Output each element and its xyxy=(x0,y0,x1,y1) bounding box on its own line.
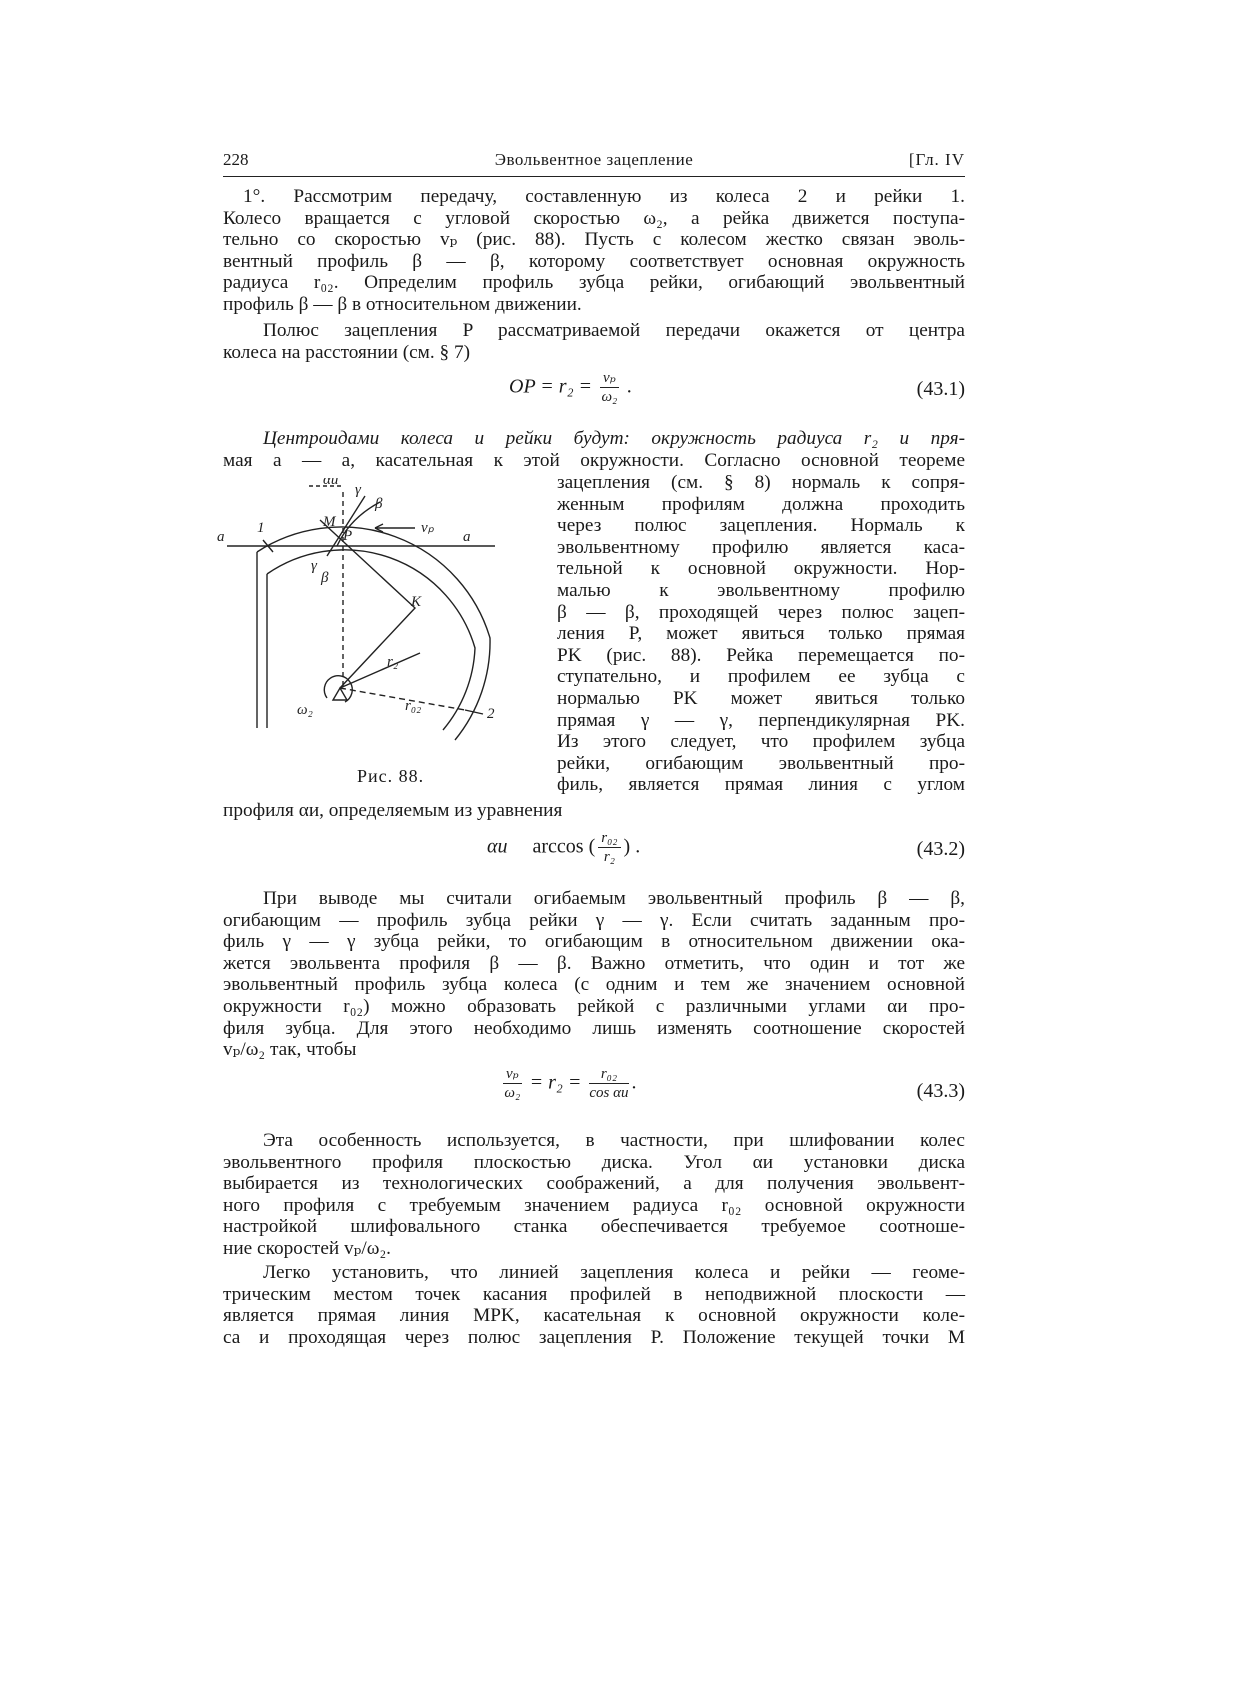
figure-caption: Рис. 88. xyxy=(357,766,425,786)
equation-number-43-3: (43.3) xyxy=(916,1080,965,1102)
text-line: 1°. Рассмотрим передачу, составленную из колеса 2 и рейки 1. xyxy=(243,186,965,207)
eq3-fraction-1 xyxy=(503,1066,522,1102)
chapter-label: [Гл. IV xyxy=(908,150,965,169)
label-a-right: a xyxy=(463,529,471,545)
eq3-denominator-1: ω₂ xyxy=(504,1085,521,1101)
pitch-circle-arc xyxy=(257,527,490,740)
text-line: мая a — a, касательная к этой окружности. Согласно основной теореме xyxy=(223,449,965,471)
running-header xyxy=(223,150,965,177)
text-line: Из этого следует, что профилем зубца xyxy=(557,731,965,753)
text-line: эвольвентному профилю является каса- xyxy=(557,536,965,558)
text-line: радиуса r₀₂. Определим профиль зубца рейки, огибающий эвольвентный xyxy=(223,272,965,294)
eq2-denominator: r₂ xyxy=(603,849,615,865)
text-line: окружности r₀₂) можно образовать рейкой с различными углами αи про- xyxy=(223,995,965,1017)
figure-88 xyxy=(215,478,545,778)
text-line: жется эвольвента профиля β — β. Важно отметить, что один и тот же xyxy=(223,952,965,974)
text-line: vₚ/ω₂ так, чтобы xyxy=(223,1039,357,1061)
radius-r2 xyxy=(340,653,420,688)
eq3-numerator-1: vₚ xyxy=(503,1066,522,1084)
paragraph-3-full xyxy=(223,428,965,471)
paragraph-4 xyxy=(223,888,965,1061)
text-line: рейки, огибающим эвольвентный про- xyxy=(557,752,965,774)
text-line: профиля αи, определяемым из уравнения xyxy=(223,800,563,821)
eq3-denominator-2: cos αи xyxy=(589,1085,629,1101)
eq1-fraction xyxy=(600,370,619,406)
eq2-func: arccos xyxy=(532,835,584,858)
equation-number-43-2: (43.2) xyxy=(916,838,965,860)
text-line: ние скоростей vₚ/ω₂. xyxy=(223,1237,391,1259)
paragraph-2 xyxy=(223,320,965,363)
text-line: выбирается из технологических соображений, а для получения эвольвент- xyxy=(223,1173,965,1195)
paragraph-3-tail xyxy=(223,800,965,822)
text-line: зацепления (см. § 8) нормаль к сопря- xyxy=(557,472,965,493)
text-line: профиль β — β в относительном движении. xyxy=(223,293,582,315)
text-line: колеса на расстоянии (см. § 7) xyxy=(223,341,471,363)
label-m: M xyxy=(323,514,336,530)
label-a-left: a xyxy=(217,529,225,545)
equation-43-2: αи arccos ( $\frac{\text{r₀₂}}{\text{r₂}}$ ) . xyxy=(487,830,641,865)
text-line: Полюс зацепления P рассматриваемой передачи окажется от центра xyxy=(263,320,965,341)
gear-rack-diagram xyxy=(215,478,545,768)
paragraph-6 xyxy=(223,1262,965,1348)
text-line: нормалью PK может явиться только xyxy=(557,687,965,709)
text-line: ного профиля с требуемым значением радиуса r₀₂ основной окружности xyxy=(223,1194,965,1216)
paragraph-3-column xyxy=(557,472,965,796)
label-alpha: αи xyxy=(323,478,339,488)
text-line: через полюс зацепления. Нормаль к xyxy=(557,515,965,537)
text-line: Эта особенность используется, в частности, при шлифовании колес xyxy=(263,1130,965,1151)
eq3-fraction-2 xyxy=(589,1066,628,1102)
eq3-numerator-2: r₀₂ xyxy=(589,1066,628,1084)
label-vp: vₚ xyxy=(421,520,435,536)
equation-number-43-1: (43.1) xyxy=(916,378,965,400)
text-line: огибающим — профиль зубца рейки γ — γ. Если считать заданным про- xyxy=(223,909,965,931)
text-line: трическим местом точек касания профилей в неподвижной плоскости — xyxy=(223,1283,965,1305)
eq2-lhs: αи xyxy=(487,835,508,858)
eq1-denominator: ω₂ xyxy=(601,389,618,405)
text-line: женным профилям должна проходить xyxy=(557,493,965,515)
text-line: малью к эвольвентному профилю xyxy=(557,579,965,601)
text-line: настройкой шлифовального станка обеспечивается требуемое соотноше- xyxy=(223,1216,965,1238)
label-p: P xyxy=(343,528,353,544)
eq2-fraction xyxy=(598,830,620,866)
text-line: вентный профиль β — β, которому соответствует основная окружность xyxy=(223,250,965,272)
label-omega2: ω₂ xyxy=(297,702,313,718)
text-line: ступательно, и профилем ее зубца с xyxy=(557,666,965,688)
label-r2: r₂ xyxy=(387,654,399,670)
text-line: тельно со скоростью vₚ (рис. 88). Пусть с колесом жестко связан эволь- xyxy=(223,229,965,251)
label-r02: r₀₂ xyxy=(405,698,422,714)
text-line: является прямая линия MPK, касательная к основной окружности коле- xyxy=(223,1305,965,1327)
text-line: филя зубца. Для этого необходимо лишь изменять соотношение скоростей xyxy=(223,1017,965,1039)
text-line: ления P, может явиться только прямая xyxy=(557,623,965,645)
eq1-lhs: OP = r₂ = xyxy=(509,375,593,398)
paragraph-5 xyxy=(223,1130,965,1260)
text-line: При выводе мы считали огибаемым эвольвентный профиль β — β, xyxy=(263,888,965,909)
text-line: Легко установить, что линией зацепления колеса и рейки — геоме- xyxy=(263,1262,965,1283)
equation-43-3: $\frac{\text{vₚ}}{\text{ω₂}}$ = r₂ = $\frac{\text{r₀₂}}{\text{cos αи}}$ . xyxy=(504,1066,637,1101)
eq1-numerator: vₚ xyxy=(600,370,619,388)
eq2-numerator: r₀₂ xyxy=(598,830,620,848)
radius-r02 xyxy=(340,688,465,710)
equation-43-1: OP = r₂ = $\frac{\text{vₚ}}{\text{ω₂}}$ . xyxy=(509,370,632,405)
text-line: эвольвентный профиль зубца колеса (с одним и тем же значением основной xyxy=(223,974,965,996)
label-gamma-bottom: γ xyxy=(311,558,317,574)
label-beta-top: β xyxy=(375,496,383,512)
text-line: эвольвентного профиля плоскостью диска. Угол αи установки диска xyxy=(223,1151,965,1173)
label-one: 1 xyxy=(257,520,265,536)
text-line: Центроидами колеса и рейки будут: окружность радиуса r₂ и пря- xyxy=(263,428,965,449)
label-gamma-top: γ xyxy=(355,482,361,498)
label-two: 2 xyxy=(487,706,495,722)
text-line: филь γ — γ зубца рейки, то огибающим в относительном движении ока- xyxy=(223,931,965,953)
text-line: прямая γ — γ, перпендикулярная PK. xyxy=(557,709,965,731)
text-line: Колесо вращается с угловой скоростью ω₂, а рейка движется поступа- xyxy=(223,207,965,229)
eq3-middle: = r₂ = xyxy=(529,1071,582,1094)
text-line: β — β, проходящей через полюс зацеп- xyxy=(557,601,965,623)
label-beta-bottom: β xyxy=(321,570,329,586)
text-line: филь, является прямая линия с углом xyxy=(557,774,965,796)
label-k: K xyxy=(411,594,422,610)
text-line: PK (рис. 88). Рейка перемещается по- xyxy=(557,644,965,666)
text-line: тельной к основной окружности. Нор- xyxy=(557,558,965,580)
running-title: Эвольвентное зацепление xyxy=(494,150,694,169)
page-number: 228 xyxy=(223,150,249,169)
paragraph-1 xyxy=(223,186,965,316)
omega-arc xyxy=(324,676,352,702)
text-line: са и проходящая через полюс зацепления P. Положение текущей точки M xyxy=(223,1326,965,1348)
